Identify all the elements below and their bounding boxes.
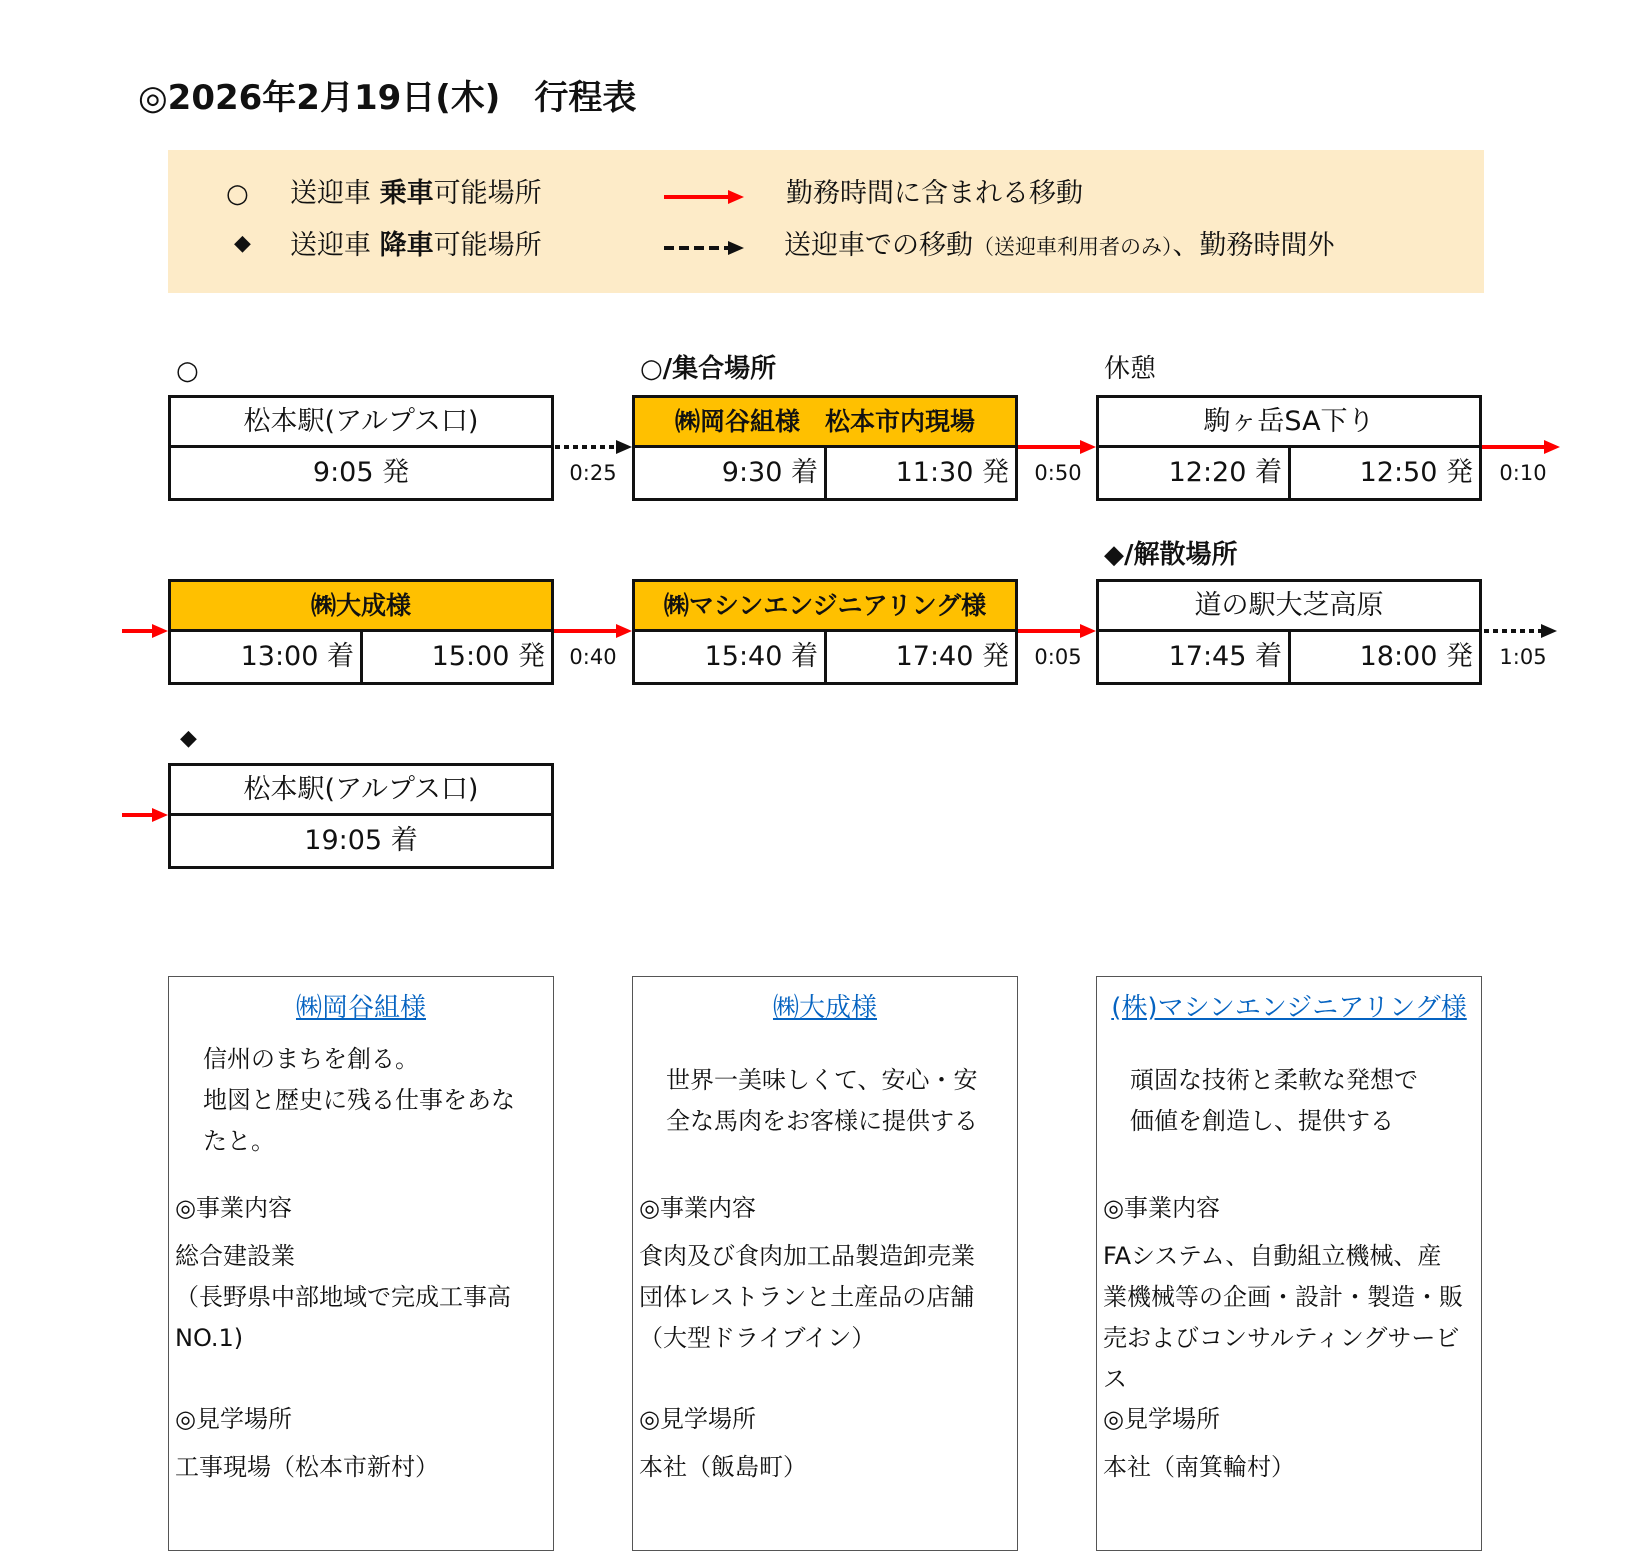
- depart-time: 15:00 発: [431, 641, 545, 672]
- legend-panel: [168, 150, 1484, 293]
- legend-drop-text: 送迎車 降車可能場所: [290, 230, 542, 261]
- business-description: 総合建設業 （長野県中部地域で完成工事高 NO.1): [175, 1242, 511, 1352]
- travel-time: 0:05: [1034, 645, 1082, 669]
- work-arrow-icon: [1018, 624, 1096, 638]
- travel-time: 0:25: [569, 461, 617, 485]
- company-link[interactable]: ㈱岡谷組様: [295, 993, 426, 1023]
- legend-shuttle-move-text: 送迎車での移動（送迎車利用者のみ）、勤務時間外: [784, 230, 1335, 261]
- red-arrow-icon: [664, 190, 744, 204]
- travel-time: 0:40: [569, 645, 617, 669]
- depart-time: 18:00 発: [1359, 641, 1473, 672]
- stop-name: 松本駅(アルプス口): [171, 766, 551, 816]
- legend-work-move-text: 勤務時間に含まれる移動: [786, 178, 1083, 209]
- stop-komagatake-sa: [1096, 395, 1482, 501]
- company-slogan: 信州のまちを創る。 地図と歴史に残る仕事をあな たと。: [203, 1045, 515, 1155]
- stop-6-mark: ◆/解散場所: [1104, 540, 1238, 570]
- stop-name: ㈱岡谷組様 松本市内現場: [635, 398, 1015, 448]
- arrive-time: 19:05 着: [304, 825, 418, 856]
- stop-matsumoto-station-start: [168, 395, 554, 501]
- work-arrow-icon: [122, 624, 168, 638]
- diamond-icon: ◆: [234, 231, 251, 256]
- legend-board-text: 送迎車 乗車可能場所: [290, 178, 542, 209]
- depart-time: 12:50 発: [1359, 457, 1473, 488]
- stop-michinoeki-oshiba: [1096, 579, 1482, 685]
- depart-time: 9:05 発: [312, 457, 410, 488]
- arrive-time: 13:00 着: [171, 632, 363, 682]
- stop-taisei: [168, 579, 554, 685]
- business-description: FAシステム、自動組立機械、産 業機械等の企画・設計・製造・販 売およびコンサルティングサービ ス: [1103, 1242, 1463, 1393]
- work-arrow-icon: [554, 624, 632, 638]
- stop-7-mark: ◆: [180, 726, 197, 751]
- arrive-time: 17:45 着: [1099, 632, 1291, 682]
- visit-location: 本社（南箕輪村）: [1103, 1453, 1295, 1481]
- visit-heading: ◎見学場所: [1103, 1405, 1220, 1433]
- company-card-machine-engineering: [1096, 976, 1482, 1551]
- stop-machine-engineering: [632, 579, 1018, 685]
- depart-time: 11:30 発: [895, 457, 1009, 488]
- shuttle-arrow-icon: [555, 440, 632, 454]
- shuttle-arrow-icon: [1484, 624, 1558, 638]
- arrive-time: 15:40 着: [635, 632, 827, 682]
- stop-name: ㈱大成様: [171, 582, 551, 632]
- company-link[interactable]: ㈱大成様: [772, 993, 877, 1023]
- arrive-time: 9:30 着: [635, 448, 827, 498]
- arrive-time: 12:20 着: [1099, 448, 1291, 498]
- visit-location: 工事現場（松本市新村）: [175, 1453, 439, 1481]
- travel-time: 0:10: [1499, 461, 1547, 485]
- stop-name: 道の駅大芝高原: [1099, 582, 1479, 632]
- stop-1-mark: ○: [176, 356, 199, 386]
- visit-location: 本社（飯島町）: [639, 1453, 807, 1481]
- circle-icon: ○: [226, 179, 249, 209]
- depart-time: 17:40 発: [895, 641, 1009, 672]
- travel-time: 0:50: [1034, 461, 1082, 485]
- company-link[interactable]: (株)マシンエンジニアリング様: [1111, 993, 1467, 1023]
- company-slogan: 頑固な技術と柔軟な発想で 価値を創造し、提供する: [1130, 1066, 1418, 1135]
- stop-matsumoto-station-end: [168, 763, 554, 869]
- business-heading: ◎事業内容: [1103, 1194, 1220, 1222]
- company-slogan: 世界一美味しくて、安心・安 全な馬肉をお客様に提供する: [666, 1066, 978, 1135]
- work-arrow-icon: [1482, 440, 1560, 454]
- company-card-taisei: [632, 976, 1018, 1551]
- stop-name: ㈱マシンエンジニアリング様: [635, 582, 1015, 632]
- page-title: ◎2026年2月19日(木) 行程表: [138, 78, 637, 118]
- work-arrow-icon: [1018, 440, 1096, 454]
- business-heading: ◎事業内容: [639, 1194, 756, 1222]
- travel-time: 1:05: [1499, 645, 1547, 669]
- stop-name: 松本駅(アルプス口): [171, 398, 551, 448]
- company-card-okaya: [168, 976, 554, 1551]
- work-arrow-icon: [122, 808, 168, 822]
- visit-heading: ◎見学場所: [175, 1405, 292, 1433]
- stop-name: 駒ヶ岳SA下り: [1099, 398, 1479, 448]
- stop-okaya-site: [632, 395, 1018, 501]
- business-description: 食肉及び食肉加工品製造卸売業 団体レストランと土産品の店舗 （大型ドライブイン）: [639, 1242, 975, 1352]
- business-heading: ◎事業内容: [175, 1194, 292, 1222]
- stop-2-mark: ○/集合場所: [640, 354, 777, 384]
- dotted-arrow-icon: [664, 241, 744, 255]
- visit-heading: ◎見学場所: [639, 1405, 756, 1433]
- stop-3-mark: 休憩: [1104, 354, 1157, 384]
